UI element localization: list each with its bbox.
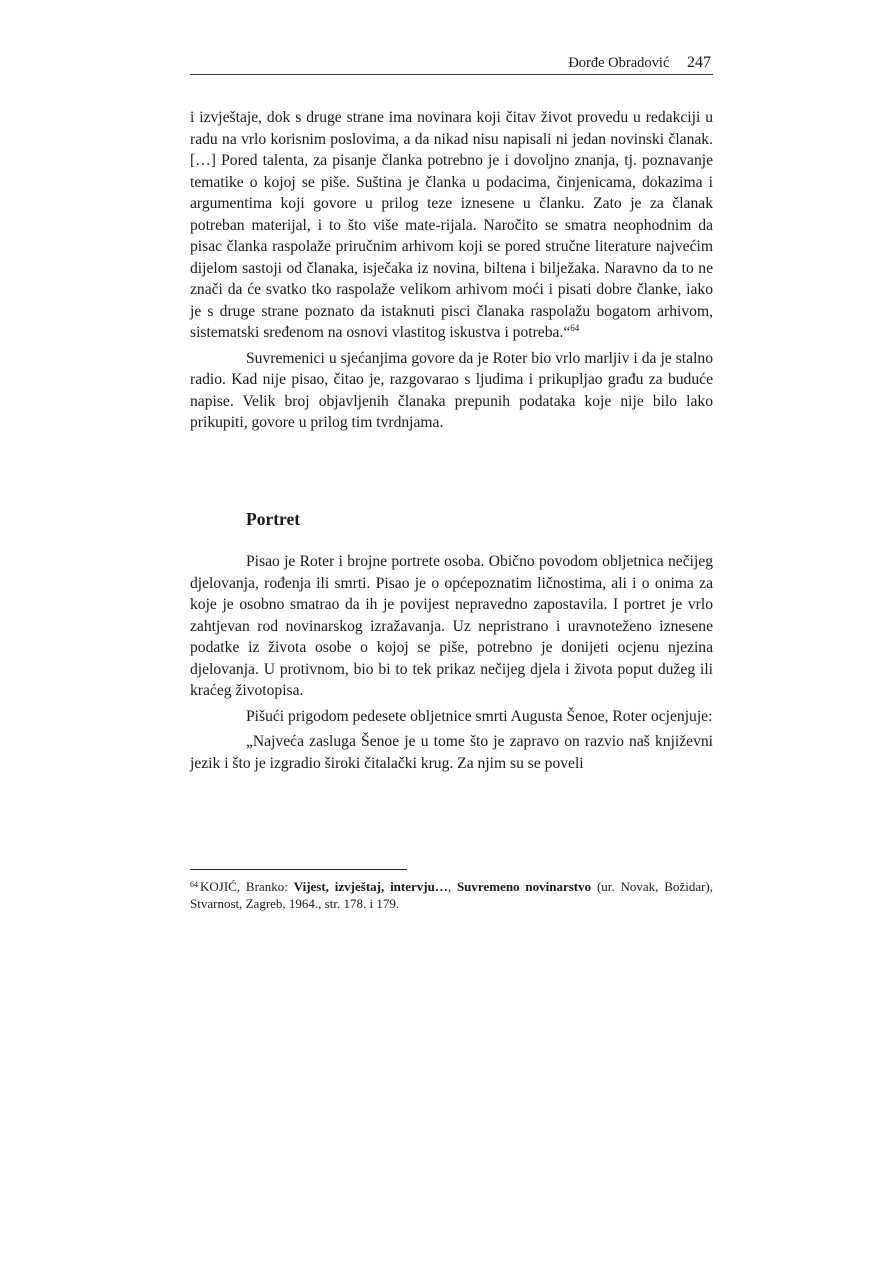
footnote-separator (190, 869, 407, 870)
section-quote-paragraph: „Najveća zasluga Šenoe je u tome što je zapravo on razvio naš književni jezik i što je izgradio široki čitalački krug. Za njim su se poveli (190, 733, 713, 772)
quote-text: i izvještaje, dok s druge strane ima novinara koji čitav život provedu u redakciji u radu na vrlo korisnim poslovima, a da nikad nisu napisali ni jedan novinski članak. […] Pored talenta, za pisanje članka potrebno je i dovoljno znanja, tj. poznavanje tematike o kojoj se piše. Suština je članka u podacima, činjenicama, dokazima i argumentima koji govore u prilog teze iznesene u članku. Zato je za članak potreban materijal, i to što više mate-rijala. Naročito se smatra neophodnim da pisac članka raspolaže priručnim arhivom koji se pored stručne literature najvećim dijelom sastoji od članaka, isječaka iz novina, biltena i bilježaka. Naravno da to ne znači da će svatko tko raspolaže velikom arhivom moći i pisati dobre članke, iako je s druge strane poznato da istaknuti pisci članaka raspolažu bogatom arhivom, sistematski sređenom na osnovi vlastitog iskustva i potreba.“ (190, 109, 713, 341)
quote-continuation-paragraph (190, 107, 713, 344)
page-number: 247 (687, 54, 711, 71)
section-paragraph: Pisao je Roter i brojne portrete osoba. Obično povodom obljetnica nečijeg djelovanja, rođenja ili smrti. Pisao je o općepoznatim ličnostima, ali i o onima za koje je osobno smatrao da ih je povijest nepravedno zapostavila. I portret je vrlo zahtjevan rod novinarskog izražavanja. Uz nepristrano i uravnoteženo iznesene podatke iz života osobe o kojoj se piše, potrebno je donijeti ocjenu njezina djelovanja. U protivnom, bio bi to tek prikaz nečijeg djela i života poput dužeg ili kraćeg životopisa. (190, 553, 713, 699)
footnote-separator-text: , (447, 879, 457, 894)
footnote (190, 878, 713, 912)
paragraph-contemporaries: Suvremenici u sjećanjima govore da je Roter bio vrlo marljiv i da je stalno radio. Kad nije pisao, čitao je, razgovarao s ljudima i prikupljao građu za buduće napise. Velik broj objavljenih članaka prepunih podataka koje nije bilo lako prikupiti, govore u prilog tim tvrdnjama. (190, 349, 713, 431)
footnote-reference[interactable]: 64 (570, 323, 580, 333)
header-author: Đorđe Obradović (568, 55, 670, 71)
body-text-top (190, 107, 713, 434)
running-header (190, 54, 713, 75)
footnote-title-1: Vijest, izvještaj, intervju… (293, 879, 448, 894)
section-heading: Portret (246, 509, 301, 529)
footnote-number: 64 (190, 880, 198, 889)
section-paragraph: Pišući prigodom pedesete obljetnice smrti Augusta Šenoe, Roter ocjenjuje: (246, 707, 713, 725)
section-body (190, 551, 713, 774)
footnote-author: KOJIĆ, Branko: (200, 879, 294, 894)
footnote-publication: (ur. Novak, Božidar), Stvarnost, Zagreb, 1964., str. 178. i 179. (190, 879, 713, 911)
footnote-title-2: Suvremeno novinarstvo (456, 879, 592, 894)
